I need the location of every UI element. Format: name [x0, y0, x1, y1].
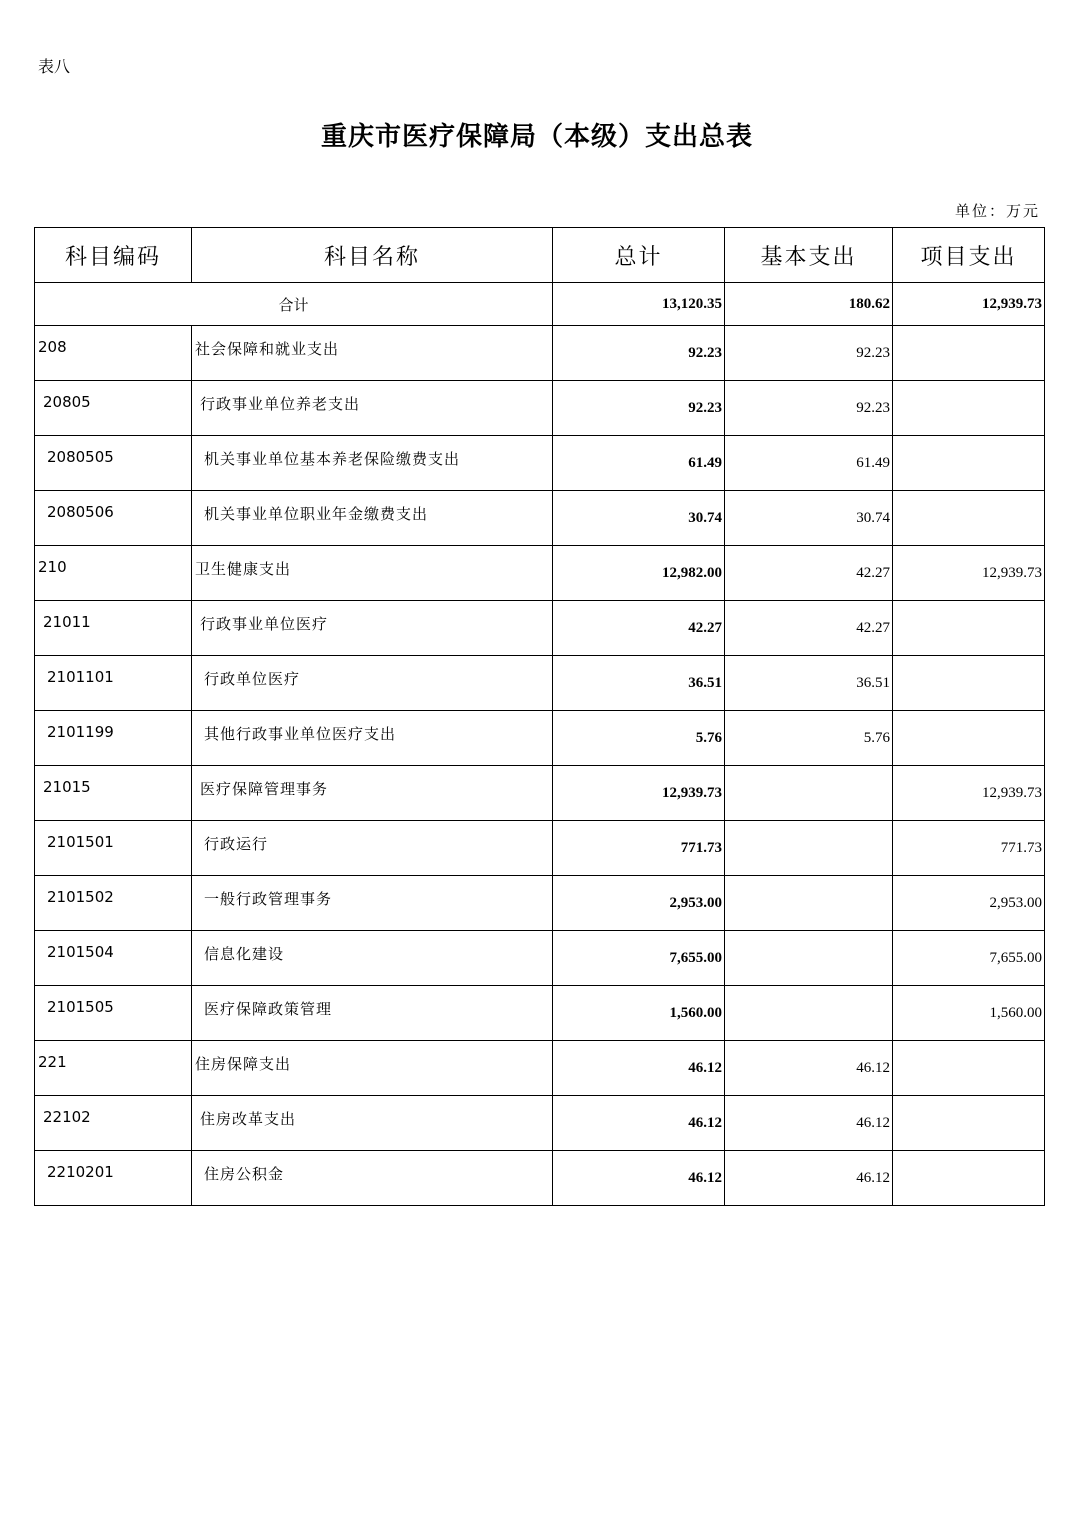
row-name: 行政事业单位养老支出 — [192, 381, 553, 436]
table-row — [35, 711, 1045, 766]
row-project — [893, 326, 1045, 381]
row-name: 住房改革支出 — [192, 1096, 553, 1151]
row-project: 12,939.73 — [893, 546, 1045, 601]
page-title: 重庆市医疗保障局（本级）支出总表 — [320, 122, 753, 152]
row-code: 20805 — [35, 381, 192, 436]
row-basic: 46.12 — [725, 1041, 893, 1096]
total-project: 12,939.73 — [893, 283, 1045, 326]
row-project — [893, 601, 1045, 656]
row-name: 机关事业单位基本养老保险缴费支出 — [192, 436, 553, 491]
row-name: 行政单位医疗 — [192, 656, 553, 711]
row-basic — [725, 876, 893, 931]
row-code: 21011 — [35, 601, 192, 656]
row-code: 2101199 — [35, 711, 192, 766]
row-code: 2080506 — [35, 491, 192, 546]
row-code: 2080505 — [35, 436, 192, 491]
row-basic — [725, 821, 893, 876]
row-total: 7,655.00 — [553, 931, 725, 986]
row-name: 住房保障支出 — [192, 1041, 553, 1096]
row-project — [893, 656, 1045, 711]
row-project: 771.73 — [893, 821, 1045, 876]
row-project — [893, 436, 1045, 491]
row-code: 210 — [35, 546, 192, 601]
row-name: 医疗保障政策管理 — [192, 986, 553, 1041]
col-header-project: 项目支出 — [893, 228, 1045, 283]
table-row — [35, 436, 1045, 491]
row-name: 信息化建设 — [192, 931, 553, 986]
row-name: 行政事业单位医疗 — [192, 601, 553, 656]
row-total: 771.73 — [553, 821, 725, 876]
row-total: 36.51 — [553, 656, 725, 711]
row-project — [893, 491, 1045, 546]
row-project: 7,655.00 — [893, 931, 1045, 986]
table-label: 表八 — [38, 57, 71, 76]
row-project: 12,939.73 — [893, 766, 1045, 821]
row-total: 5.76 — [553, 711, 725, 766]
row-basic: 42.27 — [725, 601, 893, 656]
row-basic: 92.23 — [725, 381, 893, 436]
row-code: 2101101 — [35, 656, 192, 711]
row-project: 2,953.00 — [893, 876, 1045, 931]
table-row — [35, 381, 1045, 436]
unit-label: 单位：万元 — [954, 202, 1040, 220]
row-name: 机关事业单位职业年金缴费支出 — [192, 491, 553, 546]
row-total: 46.12 — [553, 1151, 725, 1206]
row-project — [893, 1151, 1045, 1206]
row-name: 一般行政管理事务 — [192, 876, 553, 931]
row-name: 其他行政事业单位医疗支出 — [192, 711, 553, 766]
row-name: 医疗保障管理事务 — [192, 766, 553, 821]
row-code: 2101501 — [35, 821, 192, 876]
row-total: 46.12 — [553, 1096, 725, 1151]
table-row — [35, 1096, 1045, 1151]
row-project — [893, 1041, 1045, 1096]
row-code: 2101504 — [35, 931, 192, 986]
table-row — [35, 1151, 1045, 1206]
col-header-code: 科目编码 — [35, 228, 192, 283]
row-code: 22102 — [35, 1096, 192, 1151]
row-basic: 92.23 — [725, 326, 893, 381]
row-project — [893, 1096, 1045, 1151]
row-basic — [725, 986, 893, 1041]
row-total: 92.23 — [553, 326, 725, 381]
row-basic: 46.12 — [725, 1096, 893, 1151]
row-total: 46.12 — [553, 1041, 725, 1096]
total-label: 合计 — [35, 283, 553, 326]
total-row — [35, 283, 1045, 326]
table-row — [35, 656, 1045, 711]
row-basic: 36.51 — [725, 656, 893, 711]
row-project: 1,560.00 — [893, 986, 1045, 1041]
row-name: 行政运行 — [192, 821, 553, 876]
table-row — [35, 986, 1045, 1041]
row-total: 30.74 — [553, 491, 725, 546]
table-row — [35, 326, 1045, 381]
row-basic: 61.49 — [725, 436, 893, 491]
row-name: 社会保障和就业支出 — [192, 326, 553, 381]
table-row — [35, 491, 1045, 546]
row-total: 12,982.00 — [553, 546, 725, 601]
row-project — [893, 381, 1045, 436]
row-total: 1,560.00 — [553, 986, 725, 1041]
col-header-total: 总计 — [553, 228, 725, 283]
row-basic: 42.27 — [725, 546, 893, 601]
row-code: 2101505 — [35, 986, 192, 1041]
row-basic — [725, 766, 893, 821]
table-row — [35, 876, 1045, 931]
row-basic: 5.76 — [725, 711, 893, 766]
row-basic: 30.74 — [725, 491, 893, 546]
row-basic — [725, 931, 893, 986]
row-name: 卫生健康支出 — [192, 546, 553, 601]
row-total: 42.27 — [553, 601, 725, 656]
header-row — [35, 228, 1045, 283]
row-code: 221 — [35, 1041, 192, 1096]
row-total: 12,939.73 — [553, 766, 725, 821]
row-basic: 46.12 — [725, 1151, 893, 1206]
col-header-basic: 基本支出 — [725, 228, 893, 283]
row-total: 61.49 — [553, 436, 725, 491]
table-row — [35, 1041, 1045, 1096]
row-total: 2,953.00 — [553, 876, 725, 931]
table-row — [35, 766, 1045, 821]
row-code: 208 — [35, 326, 192, 381]
col-header-name: 科目名称 — [192, 228, 553, 283]
total-total: 13,120.35 — [553, 283, 725, 326]
row-name: 住房公积金 — [192, 1151, 553, 1206]
row-total: 92.23 — [553, 381, 725, 436]
table-row — [35, 601, 1045, 656]
table-row — [35, 821, 1045, 876]
row-code: 2101502 — [35, 876, 192, 931]
total-basic: 180.62 — [725, 283, 893, 326]
expenditure-table — [34, 227, 1045, 1206]
row-code: 2210201 — [35, 1151, 192, 1206]
table-row — [35, 546, 1045, 601]
row-code: 21015 — [35, 766, 192, 821]
row-project — [893, 711, 1045, 766]
table-row — [35, 931, 1045, 986]
